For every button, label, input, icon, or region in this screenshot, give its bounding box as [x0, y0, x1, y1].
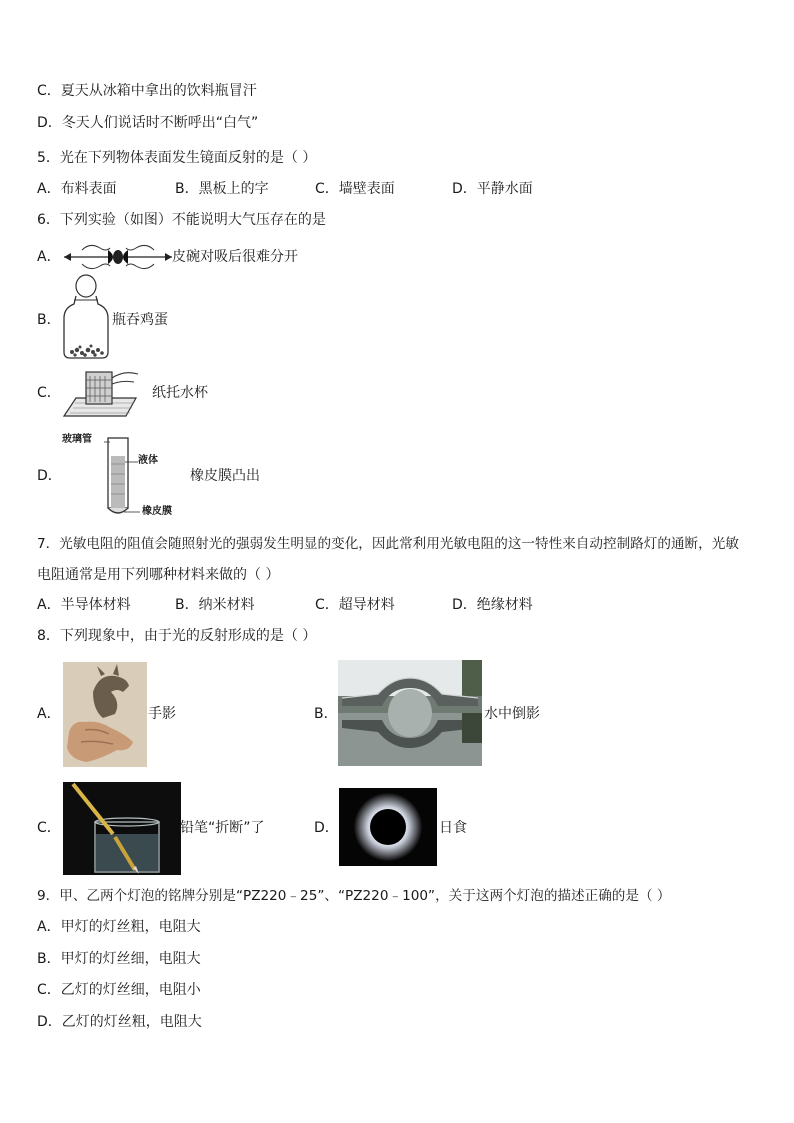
q4-option-d: D．冬天人们说话时不断呼出“白气”	[37, 115, 259, 131]
q7-option-c: C．超导材料	[315, 597, 395, 613]
q9-stem: 9．甲、乙两个灯泡的铭牌分别是“PZ220﹣25”、“PZ220﹣100”，关于这两个灯泡的描述正确的是（ ）	[37, 888, 671, 904]
q9-option-c: C．乙灯的灯丝细，电阻小	[37, 982, 201, 998]
q7-option-b: B．纳米材料	[175, 597, 255, 613]
q8-option-c-caption: 铅笔“折断”了	[180, 820, 265, 836]
q8-stem: 8．下列现象中，由于光的反射形成的是（ ）	[37, 628, 317, 644]
q6-option-d-caption: 橡皮膜凸出	[190, 468, 260, 484]
pencil-in-water-photo	[63, 782, 181, 875]
q6-option-c-caption: 纸托水杯	[152, 385, 208, 401]
q7-stem-line2: 电阻通常是用下列哪种材料来做的（ ）	[37, 567, 280, 583]
q6-option-c-letter: C．	[37, 385, 61, 401]
q5-option-a: A．布料表面	[37, 181, 117, 197]
bridge-reflection-photo	[338, 660, 482, 766]
q9-option-b: B．甲灯的灯丝细，电阻大	[37, 951, 201, 967]
q6-stem: 6．下列实验（如图）不能说明大气压存在的是	[37, 212, 326, 228]
q6-option-a-caption: 皮碗对吸后很难分开	[172, 249, 298, 265]
q5-option-c: C．墙壁表面	[315, 181, 395, 197]
q6-option-b-caption: 瓶吞鸡蛋	[112, 312, 168, 328]
tube-membrane-figure	[62, 434, 182, 518]
q8-option-c-letter: C．	[37, 820, 61, 836]
q7-stem-line1: 7．光敏电阻的阻值会随照射光的强弱发生明显的变化，因此常利用光敏电阻的这一特性来自动控制路灯的通断，光敏	[37, 536, 739, 552]
q5-stem: 5．光在下列物体表面发生镜面反射的是（ ）	[37, 150, 317, 166]
q8-option-b-caption: 水中倒影	[484, 706, 540, 722]
q8-option-d-letter: D．	[314, 820, 339, 836]
q9-option-a: A．甲灯的灯丝粗，电阻大	[37, 919, 201, 935]
q6-option-d-letter: D．	[37, 468, 62, 484]
hand-shadow-photo	[63, 662, 147, 767]
membrane-label: 橡皮膜	[142, 506, 172, 517]
q6-option-a-letter: A．	[37, 249, 61, 265]
paper-cup-figure	[62, 366, 142, 418]
q8-option-a-caption: 手影	[148, 706, 176, 722]
q8-option-d-caption: 日食	[439, 820, 467, 836]
q8-option-b-letter: B．	[314, 706, 338, 722]
suction-cups-figure	[62, 238, 174, 276]
liquid-label: 液体	[138, 455, 158, 466]
q6-option-b-letter: B．	[37, 312, 61, 328]
q7-option-a: A．半导体材料	[37, 597, 131, 613]
q5-option-b: B．黑板上的字	[175, 181, 269, 197]
q5-option-d: D．平静水面	[452, 181, 533, 197]
bottle-egg-figure	[60, 274, 112, 360]
q9-option-d: D．乙灯的灯丝粗，电阻大	[37, 1014, 202, 1030]
q8-option-a-letter: A．	[37, 706, 61, 722]
q4-option-c: C．夏天从冰箱中拿出的饮料瓶冒汗	[37, 83, 257, 99]
glass-tube-label: 玻璃管	[62, 434, 92, 445]
solar-eclipse-photo	[339, 788, 437, 866]
q7-option-d: D．绝缘材料	[452, 597, 533, 613]
